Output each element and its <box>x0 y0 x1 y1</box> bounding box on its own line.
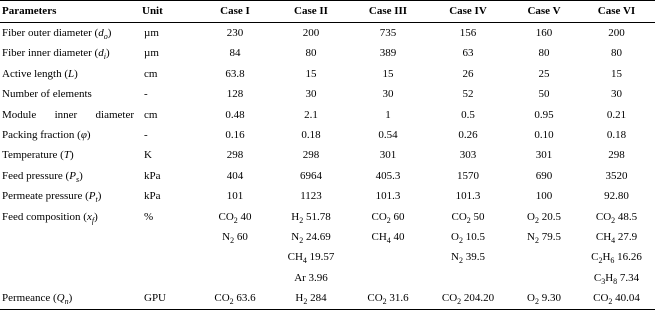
composition-cell: $O_2$ 10.5 <box>451 231 485 246</box>
value-cell: 200 <box>302 27 320 39</box>
value-cell: 80 <box>611 47 622 60</box>
permeance-cell: $CO_2$ 63.6 <box>198 288 272 309</box>
value-cell: 84 <box>229 47 241 60</box>
parameter-name: Fiber inner diameter $(d_i)$ <box>2 47 110 62</box>
value-cell: 298 <box>226 149 244 162</box>
header-case-ii: Case II <box>272 1 350 23</box>
value-cell: 405.3 <box>375 169 401 182</box>
parameter-name: Permeance $(Q_n)$ <box>0 288 140 309</box>
composition-cell: $H_2$ 51.78 <box>291 210 331 225</box>
composition-cell: Ar 3.96 <box>294 271 328 284</box>
empty-cell <box>350 247 426 267</box>
parameter-name: Feed pressure $(P_s)$ <box>2 169 83 184</box>
permeance-cell: $O_2$ 9.30 <box>510 288 578 309</box>
value-cell: 15 <box>305 67 317 80</box>
value-cell: 0.5 <box>461 108 475 121</box>
parameter-name: Module inner diameter <box>2 108 134 121</box>
value-cell: 301 <box>379 149 397 162</box>
unit-cell: % <box>144 210 154 223</box>
parameter-name: Active length (L) <box>2 67 78 80</box>
value-cell: 80 <box>538 47 550 60</box>
feed-composition-row <box>0 207 655 227</box>
empty-cell <box>0 268 140 288</box>
value-cell: 15 <box>611 67 622 80</box>
header-case-vi: Case VI <box>578 1 655 23</box>
table-row <box>0 105 655 125</box>
unit-cell: - <box>144 129 148 142</box>
permeance-cell: $H_2$ 284 <box>272 288 350 309</box>
composition-cell: $N_2$ 24.69 <box>291 231 331 246</box>
empty-cell <box>140 247 198 267</box>
value-cell: 50 <box>538 88 550 101</box>
header-case-iii: Case III <box>350 1 426 23</box>
unit-cell: kPa <box>144 190 161 203</box>
value-cell: 63.8 <box>225 67 245 80</box>
parameter-name: Fiber outer diameter $(d_o)$ <box>2 27 112 41</box>
value-cell: 0.95 <box>534 108 554 121</box>
value-cell: 230 <box>226 27 244 39</box>
value-cell: 1123 <box>300 190 322 203</box>
value-cell: 30 <box>611 88 622 101</box>
table-row <box>0 166 655 186</box>
value-cell: 3520 <box>605 169 628 182</box>
composition-cell: $CO_2$ 40 <box>218 210 252 225</box>
unit-cell: GPU <box>140 288 198 309</box>
table-row <box>0 84 655 104</box>
header-case-i: Case I <box>198 1 272 23</box>
empty-cell <box>426 268 510 288</box>
unit-cell: µm <box>144 47 159 60</box>
value-cell: 6964 <box>300 169 322 182</box>
composition-cell: $CH_4$ 19.57 <box>287 251 335 266</box>
value-cell: 101.3 <box>455 190 481 203</box>
empty-cell <box>510 247 578 267</box>
unit-cell: µm <box>144 27 159 39</box>
table-body <box>0 23 655 310</box>
value-cell: 735 <box>379 27 397 39</box>
value-cell: 1 <box>385 108 391 121</box>
empty-cell <box>198 247 272 267</box>
value-cell: 0.16 <box>225 129 245 142</box>
permeance-cell: $CO_2$ 40.04 <box>578 288 655 309</box>
composition-cell: $CO_2$ 48.5 <box>595 210 638 225</box>
composition-cell: $CO_2$ 60 <box>371 210 405 225</box>
value-cell: 30 <box>305 88 317 101</box>
value-cell: 25 <box>538 67 550 80</box>
unit-cell: - <box>144 88 148 101</box>
composition-cell: $C_3H_8$ 7.34 <box>593 271 640 286</box>
table-row <box>0 64 655 84</box>
empty-cell <box>350 268 426 288</box>
unit-cell: kPa <box>144 169 161 182</box>
table-row <box>0 43 655 63</box>
value-cell: 80 <box>305 47 317 60</box>
permeance-row <box>0 288 655 309</box>
header-case-v: Case V <box>510 1 578 23</box>
value-cell: 100 <box>535 190 553 203</box>
feed-composition-row <box>0 247 655 267</box>
value-cell: 92.80 <box>604 190 629 203</box>
value-cell: 52 <box>462 88 474 101</box>
feed-composition-row <box>0 268 655 288</box>
value-cell: 0.54 <box>378 129 398 142</box>
permeance-cell: $CO_2$ 31.6 <box>350 288 426 309</box>
value-cell: 404 <box>226 169 244 182</box>
empty-cell <box>140 227 198 247</box>
composition-cell: $C_2H_6$ 16.26 <box>591 251 642 266</box>
composition-cell: $O_2$ 20.5 <box>527 210 561 225</box>
header-row <box>0 1 655 23</box>
value-cell: 2.1 <box>304 108 318 121</box>
composition-cell: $CO_2$ 50 <box>451 210 485 225</box>
value-cell: 156 <box>459 27 477 39</box>
value-cell: 160 <box>535 27 553 39</box>
unit-cell: K <box>144 149 152 162</box>
composition-cell: $N_2$ 39.5 <box>451 251 485 266</box>
value-cell: 298 <box>302 149 320 162</box>
table-row <box>0 186 655 206</box>
table-row <box>0 145 655 165</box>
value-cell: 30 <box>382 88 394 101</box>
value-cell: 15 <box>382 67 394 80</box>
parameter-name: Feed composition $(x_f)$ <box>2 210 98 225</box>
empty-cell <box>140 268 198 288</box>
value-cell: 0.18 <box>606 129 627 142</box>
empty-cell <box>0 227 140 247</box>
value-cell: 301 <box>535 149 553 162</box>
composition-cell: $CH_4$ 40 <box>371 231 405 246</box>
feed-composition-row <box>0 227 655 247</box>
value-cell: 101 <box>226 190 244 203</box>
unit-cell: cm <box>144 67 158 80</box>
value-cell: 128 <box>226 88 244 101</box>
parameter-name: Packing fraction (φ) <box>2 129 91 142</box>
value-cell: 0.18 <box>301 129 321 142</box>
value-cell: 690 <box>535 169 553 182</box>
value-cell: 1570 <box>457 169 479 182</box>
header-parameters: Parameters <box>0 1 140 23</box>
permeance-cell: $CO_2$ 204.20 <box>426 288 510 309</box>
parameter-name: Number of elements <box>2 88 92 101</box>
composition-cell: $CH_4$ 27.9 <box>595 231 638 246</box>
empty-cell <box>510 268 578 288</box>
value-cell: 26 <box>462 67 474 80</box>
value-cell: 0.21 <box>606 108 627 121</box>
value-cell: 389 <box>379 47 397 60</box>
header-case-iv: Case IV <box>426 1 510 23</box>
value-cell: 101.3 <box>375 190 401 203</box>
parameter-name: Permeate pressure $(P_t)$ <box>2 190 102 205</box>
parameter-name: Temperature (T) <box>2 149 74 162</box>
header-unit: Unit <box>140 1 198 23</box>
unit-cell: cm <box>144 108 158 121</box>
value-cell: 0.26 <box>458 129 478 142</box>
composition-cell: $N_2$ 60 <box>222 231 248 246</box>
value-cell: 63 <box>462 47 474 60</box>
value-cell: 200 <box>608 27 625 39</box>
empty-cell <box>198 268 272 288</box>
table-row <box>0 125 655 145</box>
composition-cell: $N_2$ 79.5 <box>527 231 561 246</box>
table-row <box>0 23 655 44</box>
value-cell: 303 <box>459 149 477 162</box>
value-cell: 298 <box>608 149 625 162</box>
empty-cell <box>0 247 140 267</box>
value-cell: 0.10 <box>534 129 554 142</box>
value-cell: 0.48 <box>225 108 245 121</box>
